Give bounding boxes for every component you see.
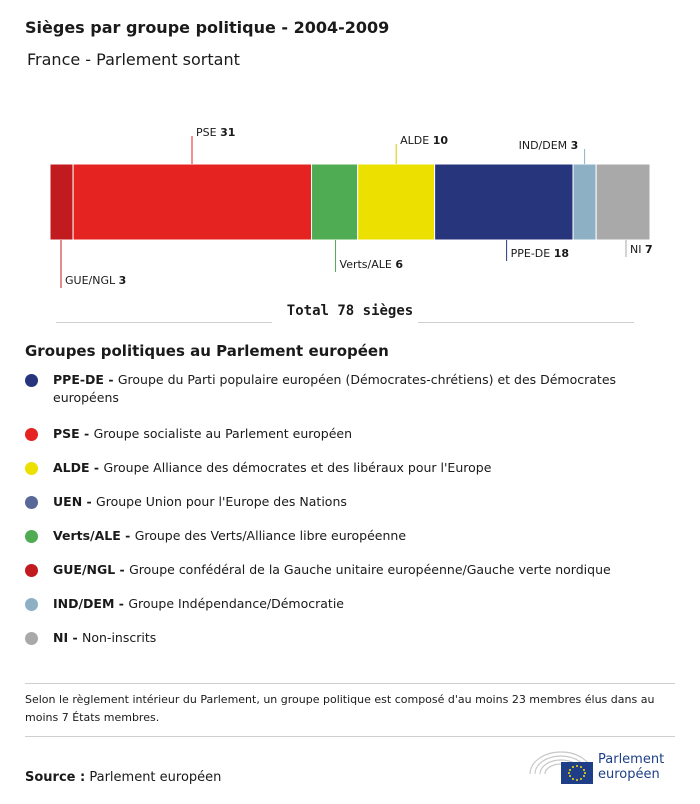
note-divider-bottom [25, 736, 675, 737]
legend-description: Groupe Union pour l'Europe des Nations [96, 494, 347, 509]
legend-text [53, 493, 347, 511]
legend-swatch [25, 462, 38, 475]
legend-abbr: NI - [53, 630, 83, 645]
legend-abbr: Verts/ALE - [53, 528, 135, 543]
legend-abbr: UEN - [53, 494, 97, 509]
legend-swatch [25, 564, 38, 577]
legend-description: Groupe Alliance des démocrates et des libéraux pour l'Europe [103, 460, 492, 475]
seats-stacked-bar-chart [0, 120, 700, 290]
legend-description: Groupe confédéral de la Gauche unitaire européenne/Gauche verte nordique [129, 562, 611, 577]
logo-text-line2: européen [598, 767, 660, 782]
legend-description: Groupe des Verts/Alliance libre européenne [134, 528, 407, 543]
label-pse: PSE 31 [196, 126, 236, 139]
bar-alde [358, 164, 435, 240]
label-ni: NI 7 [630, 243, 653, 256]
legend-text [53, 527, 406, 545]
total-divider-left [56, 322, 272, 323]
label-gue-ngl: GUE/NGL 3 [65, 274, 127, 287]
legend-description: Groupe du Parti populaire européen (Démocrates-chrétiens) et des Démocrates européens [53, 372, 617, 405]
source [25, 770, 221, 785]
label-alde: ALDE 10 [400, 134, 449, 147]
label-ppe-de: PPE-DE 18 [510, 247, 570, 260]
bar-ppe-de [435, 164, 573, 240]
legend-item [25, 459, 645, 477]
legend-abbr: PSE - [53, 426, 94, 441]
legend-swatch [25, 632, 38, 645]
legend-description: Non-inscrits [82, 630, 157, 645]
source-value: Parlement européen [89, 770, 222, 785]
legend-item [25, 527, 645, 545]
legend-text [53, 595, 344, 613]
legend-description: Groupe socialiste au Parlement européen [93, 426, 353, 441]
legend-text [53, 459, 491, 477]
legend-abbr: ALDE - [53, 460, 104, 475]
legend-text [53, 425, 352, 443]
bar-gue-ngl [50, 164, 73, 240]
legend-abbr: GUE/NGL - [53, 562, 130, 577]
legend-abbr: IND/DEM - [53, 596, 129, 611]
legend-item [25, 425, 645, 443]
legend-item [25, 493, 645, 511]
source-label: Source : [25, 770, 86, 785]
bar-verts-ale [312, 164, 358, 240]
legend-title: Groupes politiques au Parlement européen [25, 342, 389, 360]
legend-item [25, 371, 645, 407]
legend-list [25, 371, 645, 663]
legend-swatch [25, 496, 38, 509]
legend-item [25, 561, 645, 579]
total-seats-label: Total 78 sièges [286, 303, 414, 319]
legend-text [53, 561, 611, 579]
footnote: Selon le règlement intérieur du Parlement, un groupe politique est composé d'au moins 23 membres élus dans au moins 7 États membres. [25, 693, 655, 724]
legend-text [53, 629, 156, 647]
chart-title: Sièges par groupe politique - 2004-2009 [25, 18, 390, 37]
legend-swatch [25, 598, 38, 611]
logo-text [598, 752, 664, 782]
european-parliament-logo [528, 744, 688, 788]
legend-description: Groupe Indépendance/Démocratie [128, 596, 344, 611]
label-ind-dem: IND/DEM 3 [518, 139, 579, 152]
legend-item [25, 629, 645, 647]
legend-swatch [25, 428, 38, 441]
bar-pse [73, 164, 311, 240]
note-divider-top [25, 683, 675, 684]
bar-ni [596, 164, 650, 240]
legend-swatch [25, 374, 38, 387]
total-divider-right [418, 322, 634, 323]
legend-swatch [25, 530, 38, 543]
logo-text-line1: Parlement [598, 752, 665, 767]
legend-text [53, 371, 645, 407]
bar-ind-dem [573, 164, 596, 240]
label-verts-ale: Verts/ALE 6 [339, 258, 404, 271]
chart-subtitle: France - Parlement sortant [27, 50, 240, 69]
hemicycle-flag-icon [528, 744, 594, 788]
legend-abbr: PPE-DE - [53, 372, 118, 387]
legend-item [25, 595, 645, 613]
